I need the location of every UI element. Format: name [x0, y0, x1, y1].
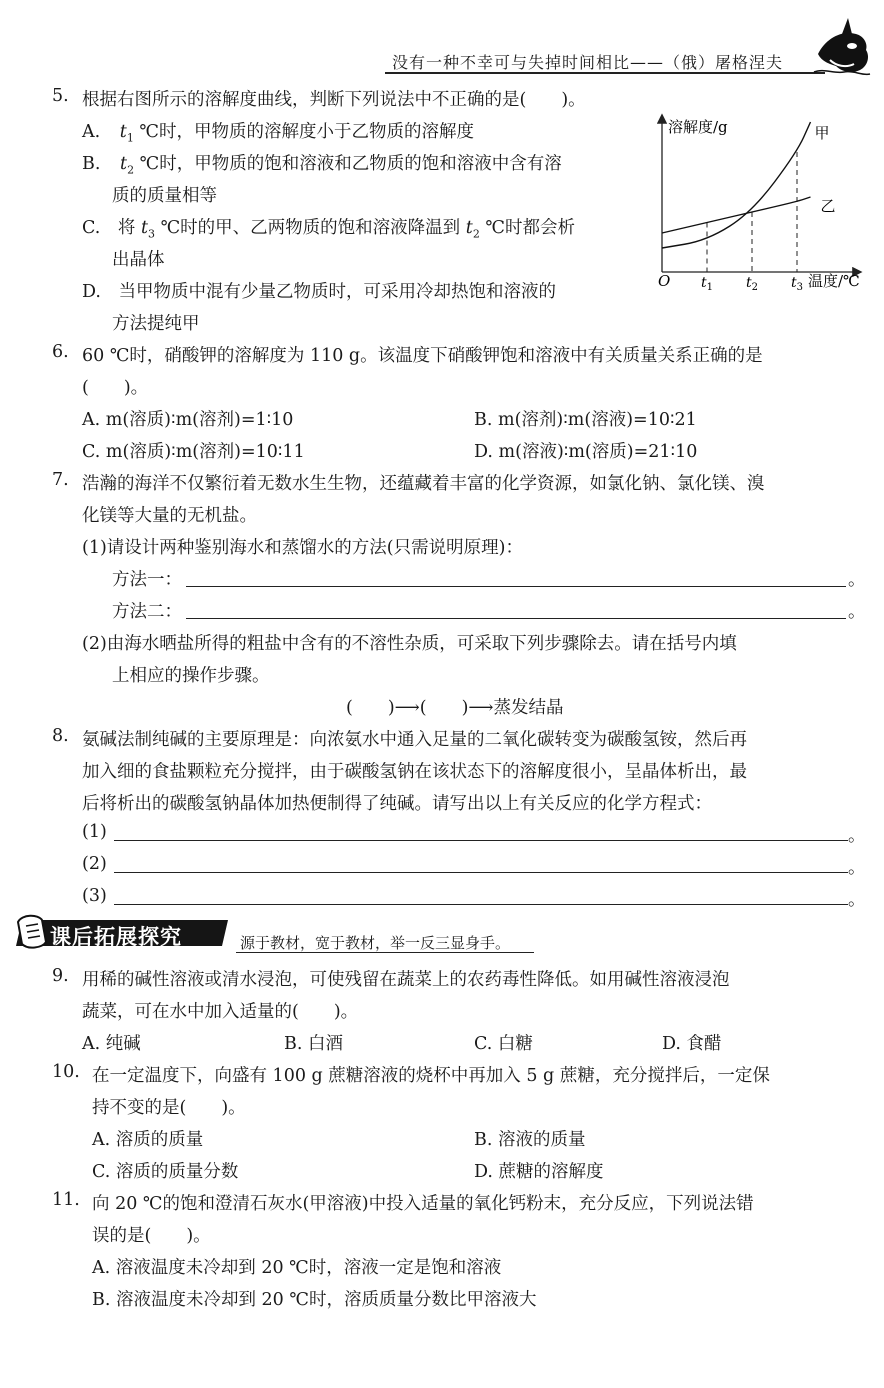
- q9-stem-2: 蔬菜，可在水中加入适量的( )。: [82, 1002, 359, 1022]
- q6-stem-1: 60 ℃时，硝酸钾的溶解度为 110 g。该温度下硝酸钾饱和溶液中有关质量关系正确的是: [82, 346, 763, 366]
- period: 。: [848, 826, 866, 846]
- q9-option-a: A. 纯碱: [82, 1034, 141, 1054]
- q8-line-2-blank[interactable]: [114, 872, 848, 873]
- q5-stem: 根据右图所示的溶解度曲线，判断下列说法中不正确的是( )。: [82, 90, 586, 110]
- q5-option-d: [82, 278, 556, 303]
- q10-option-a: A. 溶质的质量: [92, 1130, 204, 1150]
- q8-line-1-blank[interactable]: [114, 840, 848, 841]
- var-t: t: [465, 218, 473, 238]
- q7-part-1: (1)请设计两种鉴别海水和蒸馏水的方法(只需说明原理)：: [82, 538, 523, 558]
- period: 。: [848, 890, 866, 910]
- var-sub: 2: [472, 227, 480, 241]
- q8-stem-2: 加入细的食盐颗粒充分搅拌，由于碳酸氢钠在该状态下的溶解度很小，呈晶体析出，最: [82, 762, 747, 782]
- q7-method-1-label: 方法一：: [112, 570, 182, 590]
- q6-option-c: C. m(溶质)∶m(溶剂)=10∶11: [82, 442, 305, 462]
- q6-stem-2: ( )。: [82, 378, 149, 398]
- q7-flow: ( )⟶( )⟶蒸发结晶: [346, 698, 564, 718]
- q9-option-c: C. 白糖: [474, 1034, 533, 1054]
- period: 。: [848, 570, 866, 590]
- q11-number: 11.: [52, 1190, 80, 1210]
- option-label: D.: [82, 282, 101, 302]
- var-sub: 2: [127, 163, 135, 177]
- period: 。: [848, 858, 866, 878]
- option-label: C.: [82, 218, 101, 238]
- series-label-jia: 甲: [814, 124, 830, 142]
- q5-option-d-cont: 方法提纯甲: [112, 314, 200, 334]
- q11-option-b: B. 溶液温度未冷却到 20 ℃时，溶质质量分数比甲溶液大: [92, 1290, 537, 1310]
- q7-part-2-a: (2)由海水晒盐所得的粗盐中含有的不溶性杂质，可采取下列步骤除去。请在括号内填: [82, 634, 737, 654]
- header-rule: [385, 72, 825, 74]
- orca-icon: [812, 14, 872, 78]
- q5-number: 5.: [52, 86, 69, 106]
- q5-option-b-cont: 质的质量相等: [112, 186, 217, 206]
- q7-method-1-blank[interactable]: [186, 586, 846, 587]
- scroll-icon: [18, 916, 46, 948]
- q9-stem-1: 用稀的碱性溶液或清水浸泡，可使残留在蔬菜上的农药毒性降低。如用碱性溶液浸泡: [82, 970, 730, 990]
- q7-stem-2: 化镁等大量的无机盐。: [82, 506, 257, 526]
- q10-stem-2: 持不变的是( )。: [92, 1098, 246, 1118]
- q7-method-2-label: 方法二：: [112, 602, 182, 622]
- option-text: 当甲物质中混有少量乙物质时，可采用冷却热饱和溶液的: [118, 282, 557, 302]
- series-label-yi: 乙: [820, 197, 836, 215]
- option-label: B.: [82, 154, 101, 174]
- q6-option-b: B. m(溶剂)∶m(溶液)=10∶21: [474, 410, 697, 430]
- q11-stem-2: 误的是( )。: [92, 1226, 211, 1246]
- header-quote: 没有一种不幸可与失掉时间相比——（俄）屠格涅夫: [392, 53, 784, 72]
- section-subtitle: 源于教材，宽于教材，举一反三显身手。: [240, 934, 511, 952]
- series-curve-jia: [662, 122, 811, 248]
- q8-line-2-label: (2): [82, 854, 107, 874]
- q7-part-2-b: 上相应的操作步骤。: [112, 666, 270, 686]
- tick-label-t1: $t_1$: [701, 275, 714, 293]
- q9-number: 9.: [52, 966, 69, 986]
- q10-option-b: B. 溶液的质量: [474, 1130, 586, 1150]
- q5-option-a: [82, 118, 474, 145]
- series-curve-yi: [662, 197, 811, 233]
- option-text: 将: [117, 218, 136, 238]
- q8-line-3-blank[interactable]: [114, 904, 848, 905]
- q11-option-a: A. 溶液温度未冷却到 20 ℃时，溶液一定是饱和溶液: [92, 1258, 502, 1278]
- option-text: ℃时的甲、乙两物质的饱和溶液降温到: [155, 218, 461, 238]
- q10-option-c: C. 溶质的质量分数: [92, 1162, 239, 1182]
- option-text: ℃时都会析: [479, 218, 575, 238]
- q5-option-c-cont: 出晶体: [112, 250, 165, 270]
- q5-option-b: [82, 150, 562, 177]
- q6-option-a: A. m(溶质)∶m(溶剂)=1∶10: [82, 410, 294, 430]
- q11-stem-1: 向 20 ℃的饱和澄清石灰水(甲溶液)中投入适量的氧化钙粉末，充分反应，下列说法错: [92, 1194, 754, 1214]
- q8-stem-1: 氨碱法制纯碱的主要原理是：向浓氨水中通入足量的二氧化碳转变为碳酸氢铵，然后再: [82, 730, 747, 750]
- tick-label-t3: $t_3$: [791, 275, 804, 293]
- var-sub: 1: [126, 131, 134, 145]
- q10-stem-1: 在一定温度下，向盛有 100 g 蔗糖溶液的烧杯中再加入 5 g 蔗糖，充分搅拌后，一定保: [92, 1066, 770, 1086]
- period: 。: [848, 602, 866, 622]
- q6-option-d: D. m(溶液)∶m(溶质)=21∶10: [474, 442, 698, 462]
- q8-line-1-label: (1): [82, 822, 107, 842]
- q8-line-3-label: (3): [82, 886, 107, 906]
- q9-option-d: D. 食醋: [662, 1034, 722, 1054]
- q10-option-d: D. 蔗糖的溶解度: [474, 1162, 604, 1182]
- q7-stem-1: 浩瀚的海洋不仅繁衍着无数水生生物，还蕴藏着丰富的化学资源，如氯化钠、氯化镁、溴: [82, 474, 765, 494]
- q6-number: 6.: [52, 342, 69, 362]
- x-axis-label: 温度/℃: [808, 272, 860, 290]
- section-underline: [236, 952, 534, 953]
- section-title: 课后拓展探究: [50, 925, 182, 949]
- var-sub: 3: [148, 227, 156, 241]
- q7-method-2-blank[interactable]: [186, 618, 846, 619]
- option-label: A.: [82, 122, 101, 142]
- var-t: t: [119, 122, 127, 142]
- tick-label-t2: $t_2$: [746, 275, 759, 293]
- q9-option-b: B. 白酒: [284, 1034, 343, 1054]
- var-t: t: [141, 218, 149, 238]
- q5-option-c: [82, 214, 575, 241]
- solubility-chart: [648, 112, 868, 302]
- q7-number: 7.: [52, 470, 69, 490]
- option-text: ℃时，甲物质的溶解度小于乙物质的溶解度: [133, 122, 474, 142]
- q10-number: 10.: [52, 1062, 80, 1082]
- y-axis-label: 溶解度/g: [668, 118, 728, 136]
- q8-stem-3: 后将析出的碳酸氢钠晶体加热便制得了纯碱。请写出以上有关反应的化学方程式：: [82, 794, 712, 814]
- origin-label: O: [658, 272, 671, 290]
- option-text: ℃时，甲物质的饱和溶液和乙物质的饱和溶液中含有溶: [134, 154, 562, 174]
- q8-number: 8.: [52, 726, 69, 746]
- var-t: t: [120, 154, 128, 174]
